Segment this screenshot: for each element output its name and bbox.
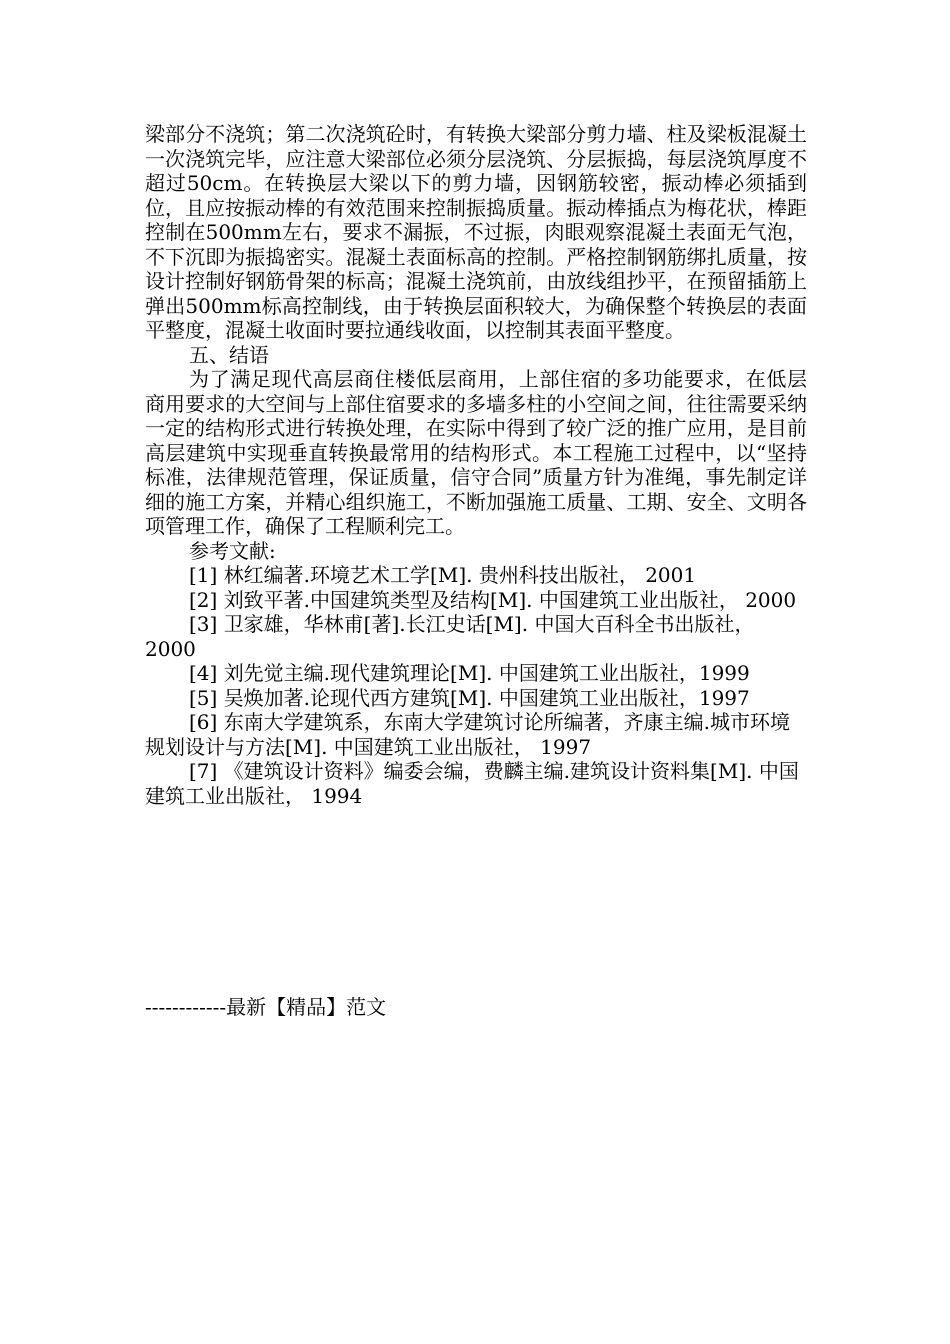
- document-page: [145, 122, 807, 808]
- footer-banner: ------------最新【精品】范文: [145, 995, 387, 1019]
- reference-item: [2] 刘致平著.中国建筑类型及结构[M]. 中国建筑工业出版社， 2000: [189, 587, 797, 612]
- reference-item: [4] 刘先觉主编.现代建筑理论[M]. 中国建筑工业出版社，1999: [189, 661, 750, 685]
- reference-item: [7] 《建筑设计资料》编委会编，费麟主编.建筑设计资料集[M]. 中国建筑工业出版社， 1994: [145, 759, 799, 808]
- reference-item: [3] 卫家雄，华林甫[著].长江史话[M]. 中国大百科全书出版社， 2000: [145, 612, 755, 661]
- reference-item: [1] 林红编著.环境艺术工学[M]. 贵州科技出版社， 2001: [189, 563, 697, 587]
- body-paragraph-conclusion: 为了满足现代高层商住楼低层商用，上部住宿的多功能要求，在低层商用要求的大空间与上部住宿要求的多墙多柱的小空间之间，往往需要采纳一定的结构形式进行转换处理，在实际中得到了较广泛的推广应用，是目前高层建筑中实现垂直转换最常用的结构形式。本工程施工过程中，以“坚持标准，法律规范管理，保证质量，信守合同”质量方针为准绳，事先制定详细的施工方案，并精心组织施工，不断加强施工质量、工期、安全、文明各项管理工作，确保了工程顺利完工。: [145, 367, 807, 538]
- reference-list: [145, 563, 807, 808]
- references-heading: 参考文献:: [189, 538, 276, 563]
- reference-item: [5] 吴焕加著.论现代西方建筑[M]. 中国建筑工业出版社，1997: [189, 685, 750, 710]
- reference-item: [6] 东南大学建筑系，东南大学建筑讨论所编著，齐康主编.城市环境规划设计与方法[M]. 中国建筑工业出版社， 1997: [145, 710, 791, 759]
- section-heading-conclusion: 五、结语: [189, 342, 269, 367]
- body-paragraph-construction: 梁部分不浇筑；第二次浇筑砼时，有转换大梁部分剪力墙、柱及梁板混凝土一次浇筑完毕，应注意大梁部位必须分层浇筑、分层振捣，每层浇筑厚度不超过50cm。在转换层大梁以下的剪力墙，因钢筋较密，振动棒必须插到位，且应按振动棒的有效范围来控制振捣质量。振动棒插点为梅花状，棒距控制在500mm左右，要求不漏振，不过振，肉眼观察混凝土表面无气泡，不下沉即为振捣密实。混凝土表面标高的控制。严格控制钢筋绑扎质量，按设计控制好钢筋骨架的标高；混凝土浇筑前，由放线组抄平，在预留插筋上弹出500mm标高控制线，由于转换层面积较大，为确保整个转换层的表面平整度，混凝土收面时要拉通线收面，以控制其表面平整度。: [145, 122, 807, 342]
